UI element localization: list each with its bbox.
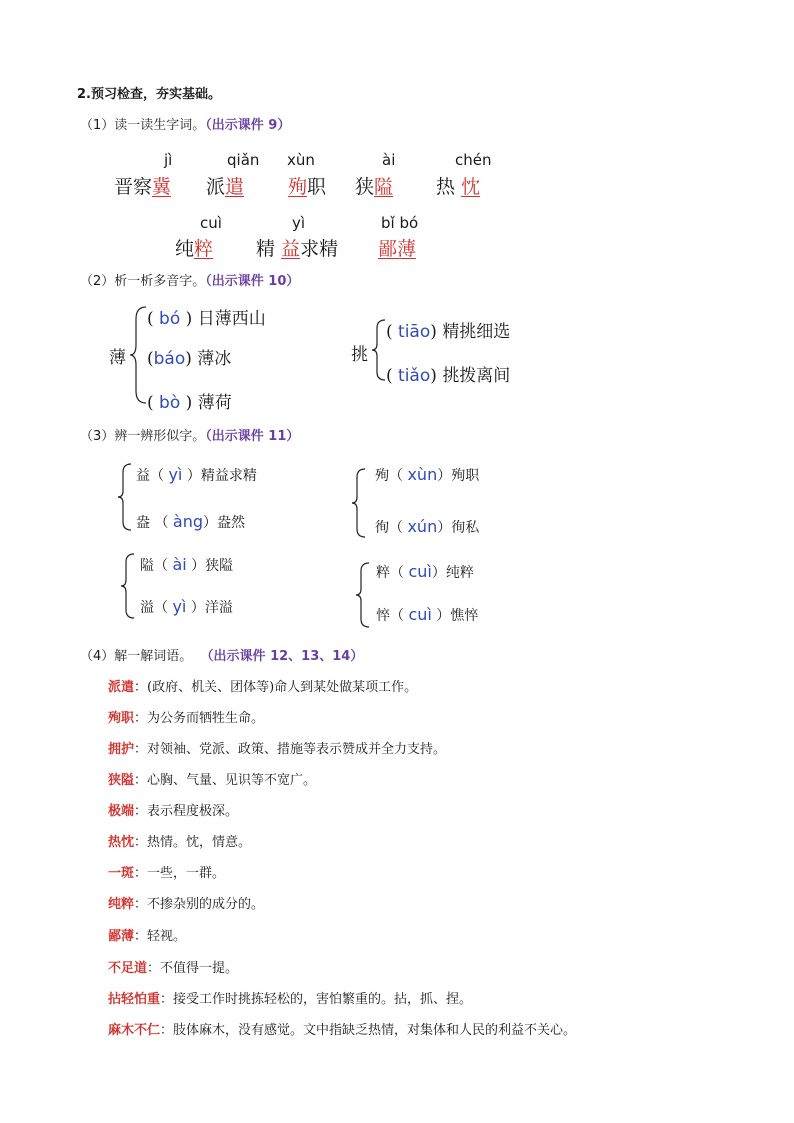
part1-heading [80, 114, 290, 133]
part4-label: （4）解一解词语。 [80, 649, 193, 664]
similar-char-item: 溢（ yì ）洋溢 [140, 597, 233, 616]
pinyin: xùn [287, 151, 315, 169]
polyphone-item: ( bó ) 日薄西山 [147, 309, 266, 329]
pinyin: qiǎn [227, 151, 260, 169]
term-definition: 派遣：(政府、机关、团体等)命人到某处做某项工作。 [108, 680, 418, 695]
polyphone-item: ( tiāo) 精挑细选 [386, 322, 511, 342]
brace-icon [128, 305, 148, 405]
part1-note: （出示课件 9） [205, 118, 291, 133]
pinyin: bǐ bó [381, 214, 419, 232]
vocab-word: 热 忱 [436, 176, 481, 198]
vocab-word: 晋察冀 [114, 176, 172, 198]
brace-icon [355, 561, 371, 629]
polyphone-item: ( tiǎo) 挑拨离间 [386, 366, 511, 386]
term-definition: 鄙薄：轻视。 [108, 929, 187, 944]
similar-char-item: 悴（ cuì ）憔悴 [376, 605, 479, 624]
similar-char-item: 益（ yì ）精益求精 [136, 465, 257, 484]
similar-char-item: 盎 （ àng）盎然 [136, 512, 246, 531]
part1-label: （1）读一读生字词。 [80, 118, 206, 133]
polyphone-item: ( bò ) 薄荷 [147, 393, 232, 413]
term-definition: 一斑：一些，一群。 [108, 866, 226, 881]
polyphone-char: 挑 [351, 345, 368, 365]
brace-icon [351, 467, 367, 539]
vocab-word: 精 益求精 [256, 238, 339, 260]
term-definition: 殉职：为公务而牺牲生命。 [108, 711, 265, 726]
term-definition: 拈轻怕重：接受工作时挑拣轻松的，害怕繁重的。拈，抓、捏。 [108, 992, 473, 1007]
similar-char-item: 隘（ ài ）狭隘 [140, 555, 234, 574]
term-definition: 纯粹：不掺杂别的成分的。 [108, 897, 265, 912]
brace-icon [120, 552, 136, 620]
term-definition: 热忱：热情。忱，情意。 [108, 835, 252, 850]
vocab-word: 派遣 [206, 176, 245, 198]
pinyin: ài [382, 151, 396, 169]
part2-heading [80, 270, 299, 289]
vocab-word: 殉职 [288, 176, 327, 198]
brace-icon [371, 318, 387, 382]
term-definition: 狭隘：心胸、气量、见识等不宽广。 [108, 773, 317, 788]
term-definition: 拥护：对领袖、党派、政策、措施等表示赞成并全力支持。 [108, 742, 447, 757]
term-definition: 极端：表示程度极深。 [108, 804, 239, 819]
part2-note: （出示课件 10） [205, 274, 300, 289]
similar-char-item: 粹（ cuì）纯粹 [376, 562, 474, 581]
pinyin: jì [164, 151, 173, 169]
vocab-word: 狭隘 [355, 176, 394, 198]
polyphone-char: 薄 [109, 348, 126, 368]
polyphone-item: (báo) 薄冰 [147, 349, 232, 369]
brace-icon [117, 462, 133, 532]
similar-char-item: 徇（ xún）徇私 [375, 517, 480, 536]
pinyin: cuì [200, 214, 222, 232]
section-title: 2.预习检查，夯实基础。 [77, 87, 221, 102]
term-definition: 麻木不仁：肢体麻木，没有感觉。文中指缺乏热情，对集体和人民的利益不关心。 [108, 1023, 577, 1038]
part4-note: （出示课件 12、13、14） [200, 649, 364, 664]
pinyin: chén [455, 151, 492, 169]
part3-note: （出示课件 11） [205, 429, 300, 444]
vocab-word: 鄙薄 [378, 238, 417, 260]
vocab-word: 纯粹 [175, 238, 214, 260]
part4-heading [80, 645, 363, 664]
term-definition: 不足道：不值得一提。 [108, 961, 239, 976]
part2-label: （2）析一析多音字。 [80, 274, 206, 289]
similar-char-item: 殉（ xùn）殉职 [375, 465, 480, 484]
part3-label: （3）辨一辨形似字。 [80, 429, 206, 444]
pinyin: yì [292, 214, 306, 232]
part3-heading [80, 425, 299, 444]
